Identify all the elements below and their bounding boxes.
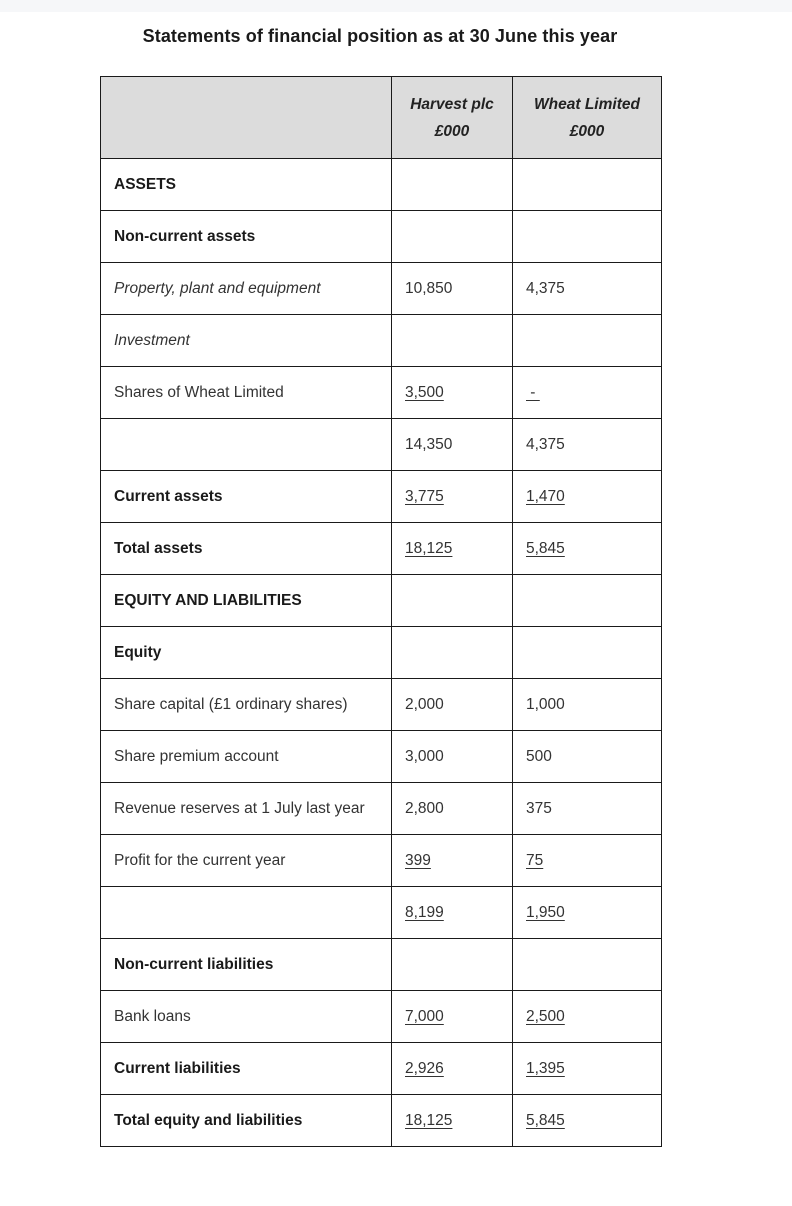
table-row <box>101 783 662 835</box>
table-row <box>101 887 662 939</box>
financial-position-table <box>100 76 662 1147</box>
row-label: Non-current liabilities <box>101 939 392 991</box>
harvest-value-cell <box>392 315 513 367</box>
harvest-value-cell <box>392 835 513 887</box>
wheat-value: - <box>526 383 540 401</box>
table-row <box>101 1095 662 1147</box>
table-row <box>101 1043 662 1095</box>
wheat-value-cell <box>513 1043 662 1095</box>
harvest-value: 3,000 <box>405 747 444 765</box>
wheat-value-cell <box>513 211 662 263</box>
row-label: Investment <box>101 315 392 367</box>
row-label: Share premium account <box>101 731 392 783</box>
table-row <box>101 367 662 419</box>
harvest-value: 14,350 <box>405 435 453 453</box>
wheat-value: 75 <box>526 851 544 869</box>
row-label: Bank loans <box>101 991 392 1043</box>
wheat-value-cell <box>513 1095 662 1147</box>
table-row <box>101 211 662 263</box>
harvest-value: 3,500 <box>405 383 444 401</box>
harvest-value-cell <box>392 1095 513 1147</box>
table-row <box>101 939 662 991</box>
wheat-value: 4,375 <box>526 435 565 453</box>
wheat-value-cell <box>513 939 662 991</box>
table-row <box>101 471 662 523</box>
row-label: Revenue reserves at 1 July last year <box>101 783 392 835</box>
row-label: ASSETS <box>101 159 392 211</box>
table-row <box>101 575 662 627</box>
wheat-value-cell <box>513 367 662 419</box>
harvest-value: 399 <box>405 851 431 869</box>
harvest-value-cell <box>392 211 513 263</box>
wheat-value: 2,500 <box>526 1007 565 1025</box>
wheat-value-cell <box>513 835 662 887</box>
harvest-value-cell <box>392 627 513 679</box>
row-label: Total equity and liabilities <box>101 1095 392 1147</box>
row-label: Current assets <box>101 471 392 523</box>
row-label <box>101 887 392 939</box>
row-label: Shares of Wheat Limited <box>101 367 392 419</box>
harvest-value: 8,199 <box>405 903 444 921</box>
table-row <box>101 679 662 731</box>
harvest-value: 2,000 <box>405 695 444 713</box>
wheat-value: 1,395 <box>526 1059 565 1077</box>
wheat-value-cell <box>513 731 662 783</box>
harvest-value-cell <box>392 159 513 211</box>
row-label: EQUITY AND LIABILITIES <box>101 575 392 627</box>
wheat-value-cell <box>513 887 662 939</box>
row-label <box>101 419 392 471</box>
wheat-value: 4,375 <box>526 279 565 297</box>
wheat-value: 375 <box>526 799 552 817</box>
harvest-value-cell <box>392 263 513 315</box>
wheat-value: 1,470 <box>526 487 565 505</box>
harvest-value: 7,000 <box>405 1007 444 1025</box>
wheat-value-cell <box>513 159 662 211</box>
harvest-value: 18,125 <box>405 539 453 557</box>
wheat-value: 1,000 <box>526 695 565 713</box>
wheat-value: 500 <box>526 747 552 765</box>
table-row <box>101 991 662 1043</box>
harvest-value-cell <box>392 783 513 835</box>
table-row <box>101 419 662 471</box>
harvest-value-cell <box>392 471 513 523</box>
table-row <box>101 315 662 367</box>
wheat-value: 1,950 <box>526 903 565 921</box>
table-body <box>101 159 662 1147</box>
harvest-value-cell <box>392 731 513 783</box>
table-row <box>101 523 662 575</box>
harvest-value-cell <box>392 1043 513 1095</box>
page-title: Statements of financial position as at 30 June this year <box>142 26 618 46</box>
table-row <box>101 627 662 679</box>
row-label: Total assets <box>101 523 392 575</box>
header-wheat-name: Wheat Limited <box>534 95 640 113</box>
row-label: Profit for the current year <box>101 835 392 887</box>
harvest-value-cell <box>392 419 513 471</box>
harvest-value: 10,850 <box>405 279 453 297</box>
harvest-value-cell <box>392 939 513 991</box>
harvest-value: 2,800 <box>405 799 444 817</box>
table-row <box>101 159 662 211</box>
harvest-value: 2,926 <box>405 1059 444 1077</box>
wheat-value-cell <box>513 627 662 679</box>
harvest-value-cell <box>392 679 513 731</box>
header-harvest-name: Harvest plc <box>410 95 494 113</box>
wheat-value-cell <box>513 679 662 731</box>
header-wheat <box>513 77 662 159</box>
table-row <box>101 731 662 783</box>
wheat-value-cell <box>513 419 662 471</box>
header-harvest-unit: £000 <box>434 122 470 140</box>
table-row <box>101 263 662 315</box>
header-blank-cell <box>101 77 392 159</box>
wheat-value-cell <box>513 991 662 1043</box>
row-label: Equity <box>101 627 392 679</box>
harvest-value: 18,125 <box>405 1111 453 1129</box>
wheat-value-cell <box>513 575 662 627</box>
wheat-value-cell <box>513 783 662 835</box>
top-strip <box>0 0 792 12</box>
table-header-row <box>101 77 662 159</box>
harvest-value-cell <box>392 991 513 1043</box>
wheat-value-cell <box>513 471 662 523</box>
row-label: Share capital (£1 ordinary shares) <box>101 679 392 731</box>
row-label: Current liabilities <box>101 1043 392 1095</box>
row-label: Non-current assets <box>101 211 392 263</box>
header-wheat-unit: £000 <box>569 122 605 140</box>
harvest-value-cell <box>392 887 513 939</box>
wheat-value: 5,845 <box>526 1111 565 1129</box>
harvest-value-cell <box>392 367 513 419</box>
header-harvest <box>392 77 513 159</box>
harvest-value-cell <box>392 575 513 627</box>
wheat-value-cell <box>513 315 662 367</box>
harvest-value-cell <box>392 523 513 575</box>
row-label: Property, plant and equipment <box>101 263 392 315</box>
wheat-value: 5,845 <box>526 539 565 557</box>
wheat-value-cell <box>513 263 662 315</box>
wheat-value-cell <box>513 523 662 575</box>
table-row <box>101 835 662 887</box>
harvest-value: 3,775 <box>405 487 444 505</box>
